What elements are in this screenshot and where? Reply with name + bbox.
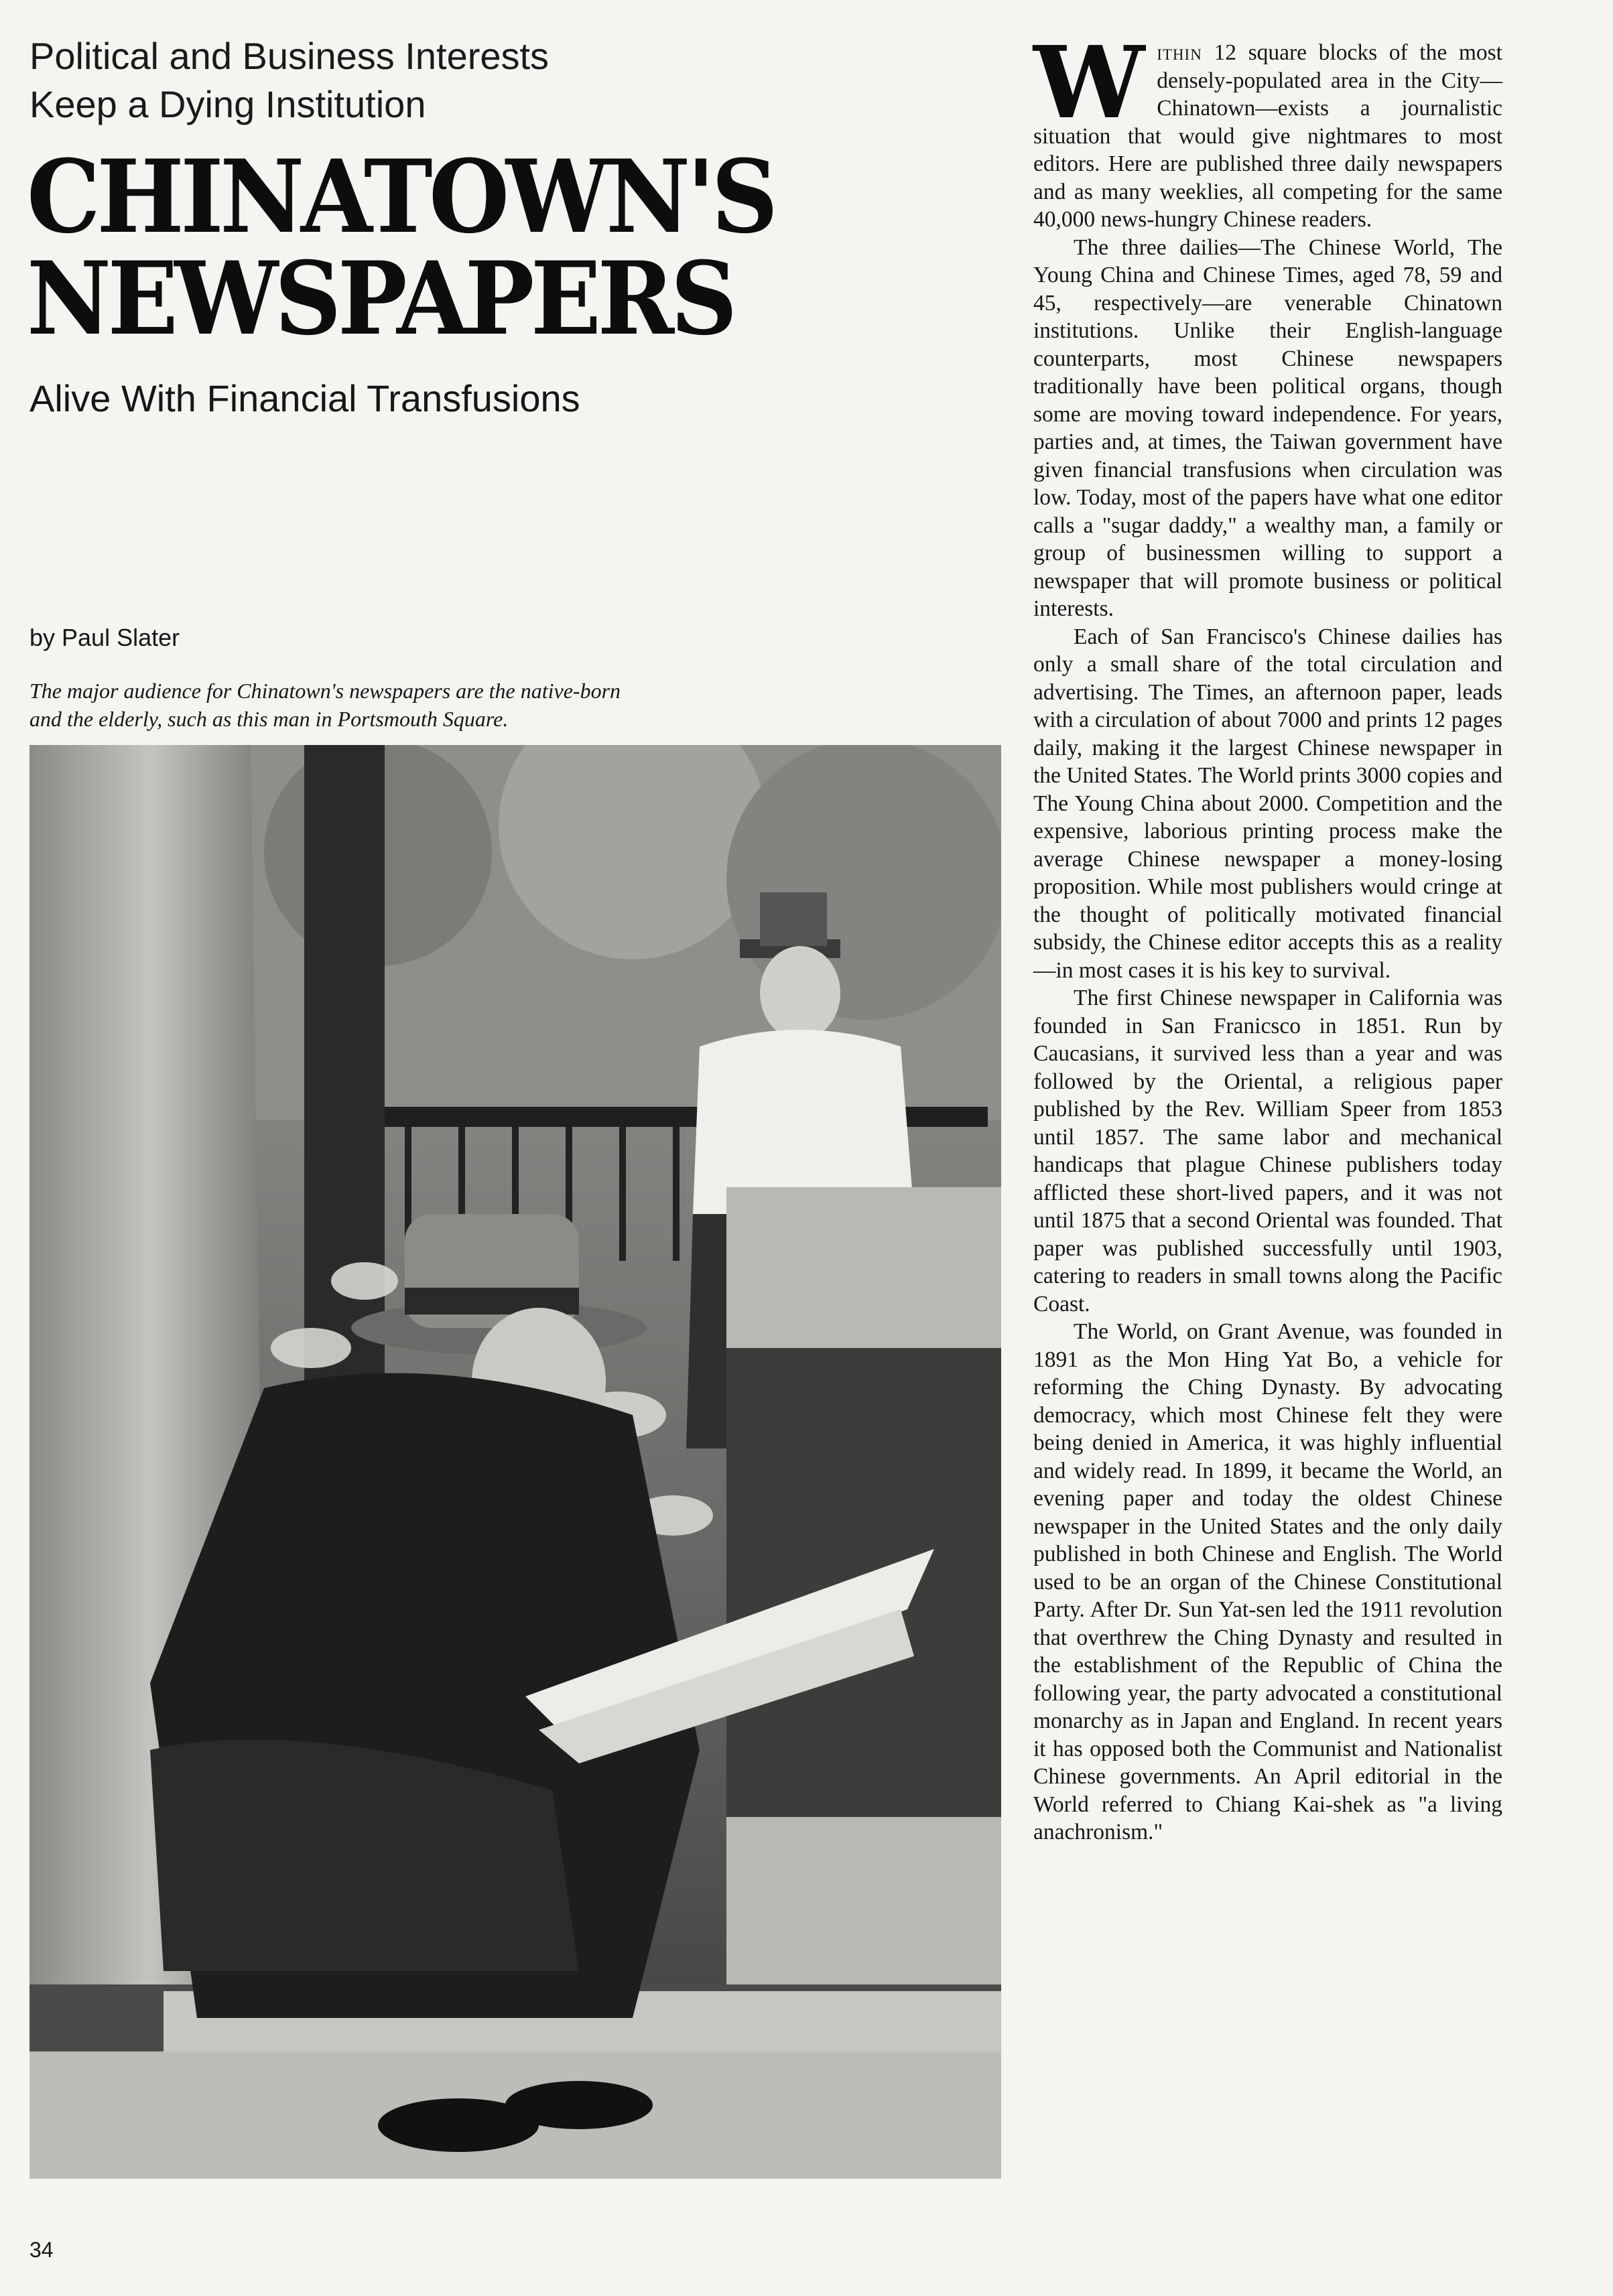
article-body bbox=[1033, 24, 1502, 1846]
paragraph-text: 12 square blocks of the most densely-populated area in the City—Chinatown—exists a journalistic situation that would give nightmares to most editors. Here are published three daily newspapers and as many weeklies, all competing for the same 40,000 news-hungry Chinese readers. bbox=[1033, 40, 1502, 232]
article-paragraph: Each of San Francisco's Chinese dailies has only a small share of the total circulation and advertising. The Times, an afternoon paper, leads with a circulation of about 7000 and prints 12 pages daily, making it the largest Chinese newspaper in the United States. The World prints 3000 copies and The Young China about 2000. Competition and the expensive, laborious printing process make the average Chinese newspaper a money-losing proposition. While most publishers would cringe at the thought of politically motivated financial subsidy, the Chinese editor accepts this as a reality—in most cases it is his key to survival. bbox=[1033, 624, 1502, 983]
photo-man-reading-newspaper bbox=[29, 745, 1001, 2179]
drop-cap: W bbox=[1033, 24, 1145, 141]
kicker bbox=[29, 32, 968, 129]
article-paragraph: The first Chinese newspaper in California was founded in San Franicsco in 1851. Run by Caucasians, it survived less than a year and was followed by the Oriental, a religious paper published by the Rev. William Speer from 1853 until 1857. The same labor and mechanical handicaps that plague Chinese publishers today afflicted these short-lived papers, and it was not until 1875 that a second Oriental was founded. That paper was published successfully until 1903, catering to readers in small towns along the Pacific Coast. bbox=[1033, 986, 1502, 1316]
headline-line: CHINATOWN'S bbox=[27, 138, 775, 256]
article-paragraph bbox=[1033, 24, 1502, 234]
kicker-line: Keep a Dying Institution bbox=[29, 83, 426, 125]
subhead: Alive With Financial Transfusions bbox=[29, 377, 580, 419]
caption-line: and the elderly, such as this man in Portsmouth Square. bbox=[29, 707, 509, 731]
page-number: 34 bbox=[29, 2238, 54, 2262]
lead-in: ithin bbox=[1157, 40, 1202, 65]
photo-caption bbox=[29, 677, 994, 733]
caption-line: The major audience for Chinatown's newspapers are the native-born bbox=[29, 679, 621, 703]
article-paragraph: The World, on Grant Avenue, was founded in 1891 as the Mon Hing Yat Bo, a vehicle for reforming the Ching Dynasty. By advocating democracy, which most Chinese felt they were being denied in America, it was highly influential and widely read. In 1899, it became the World, an evening paper and today the oldest Chinese newspaper in the United States and the only daily published in both Chinese and English. The World used to be an organ of the Chinese Constitutional Party. After Dr. Sun Yat-sen led the 1911 revolution that overthrew the Ching Dynasty and resulted in the establishment of the Republic of China the following year, the party advocated a constitutional monarchy as in Japan and England. In recent years it has opposed both the Communist and Nationalist Chinese governments. An April editorial in the World referred to Chiang Kai-shek as "a living anachronism." bbox=[1033, 1319, 1502, 1844]
headline bbox=[27, 138, 828, 358]
photo-illustration bbox=[29, 745, 1001, 2179]
headline-line: NEWSPAPERS bbox=[27, 240, 734, 358]
article-paragraph: The three dailies—The Chinese World, The Young China and Chinese Times, aged 78, 59 and 45, respectively—are venerable Chinatown institutions. Unlike their English-language counterparts, most Chinese newspapers traditionally have been political organs, though some are moving toward independence. For years, parties and, at times, the Taiwan government have given financial transfusions when circulation was low. Today, most of the papers have what one editor calls a "sugar daddy," a wealthy man, a family or group of businessmen willing to support a newspaper that will promote business or political interests. bbox=[1033, 234, 1502, 621]
byline: by Paul Slater bbox=[29, 624, 180, 651]
kicker-line: Political and Business Interests bbox=[29, 35, 550, 77]
